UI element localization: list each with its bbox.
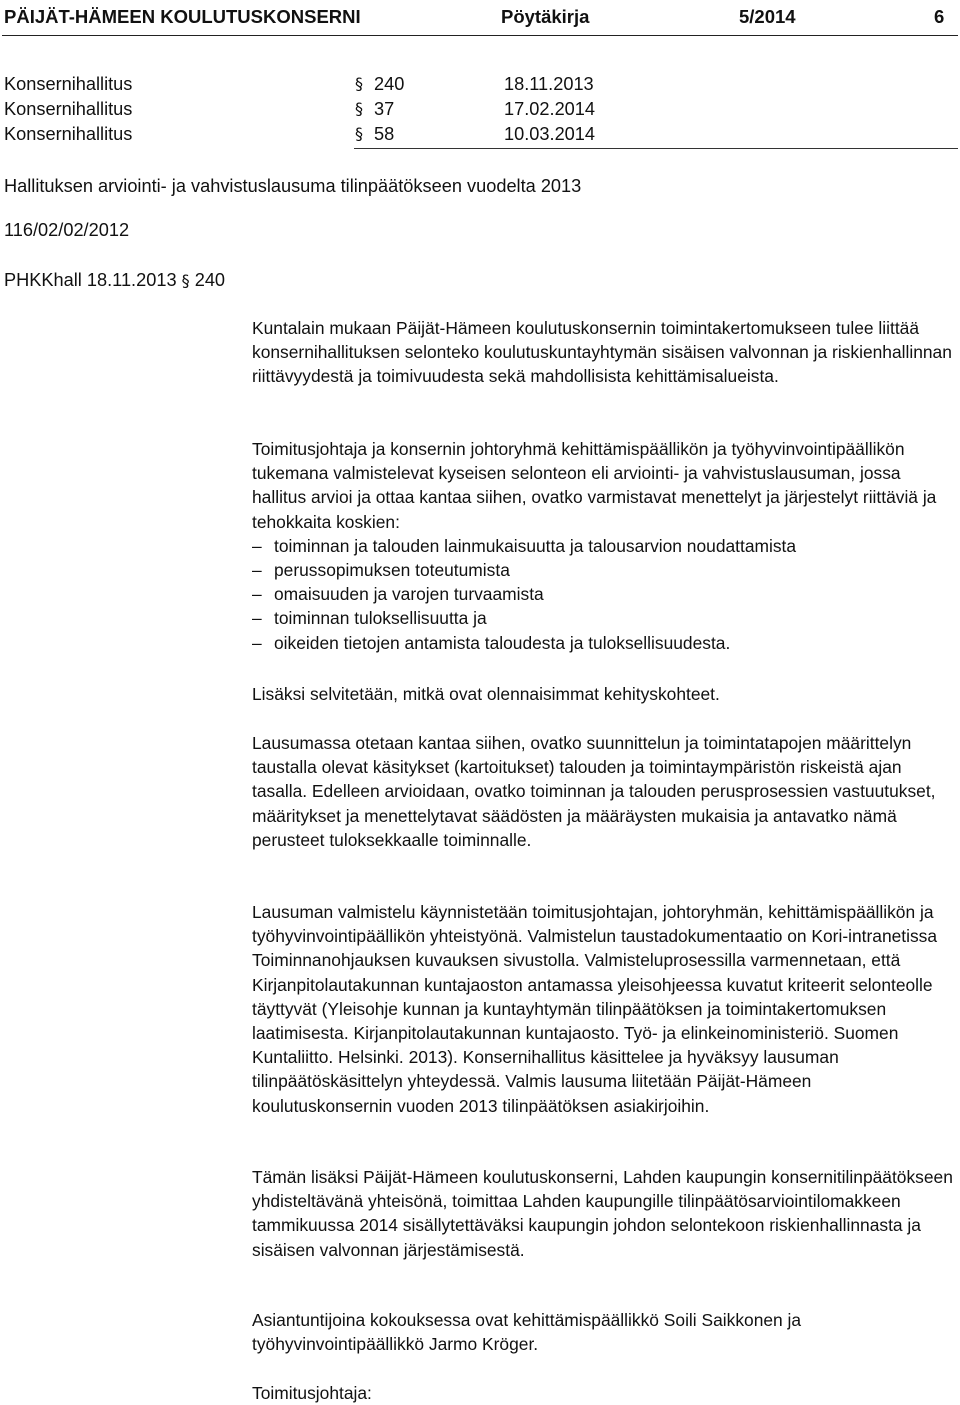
issue-number: 5/2014 [739,6,796,27]
section-symbol: § [355,124,363,143]
reference-prefix: PHKKhall 18.11.2013 [4,270,177,290]
list-item: – oikeiden tietojen antamista taloudesta ja tuloksellisuudesta. [252,631,956,655]
paragraph: Toimitusjohtaja ja konsernin johtoryhmä kehittämispäällikön ja työhyvinvointipäällikön tukemana valmistelevat kyseisen selonteon eli arviointi- ja vahvistuslausuman, jossa hallitus arvioi ja ottaa kantaa siihen, ovatko varmistavat menettelyt ja järjestelyt riittäviä ja tehokkaita koskien: [252,439,937,532]
meeting-number: 240 [374,74,405,94]
list-item: – omaisuuden ja varojen turvaamista [252,582,956,606]
section-symbol: § [181,271,190,290]
section-symbol: § [355,99,363,118]
meeting-date: 18.11.2013 [504,74,594,94]
header-divider [2,35,958,36]
list-item: – toiminnan tuloksellisuutta ja [252,606,956,630]
meeting-date: 10.03.2014 [504,124,596,144]
criteria-list [252,534,956,655]
section-symbol: § [355,74,363,93]
meeting-body: Konsernihallitus [4,74,133,94]
list-item: – perussopimuksen toteutumista [252,558,956,582]
paragraph: Lausuman valmistelu käynnistetään toimitusjohtajan, johtoryhmän, kehittämispäällikön ja työhyvinvointipäällikön yhteistyönä. Valmistelun taustadokumentaatio on Kori-intranetissa Toiminnanohjauksen kuvauksen sivustolla. Valmisteluprosessilla varmennetaan, että Kirjanpitolautakunnan kuntajaoston antamassa yleisohjeessa kuvatut kriteerit selonteolle täyttyvät (Yleisohje kunnan ja kuntayhtymän tilinpäätöksen ja toimintakertomuksen laatimisesta. Kirjanpitolautakunnan kuntajaosto. Työ- ja elinkeinoministeriö. Suomen Kuntaliitto. Helsinki. 2013). Konsernihallitus käsittelee ja hyväksyy lausuman tilinpäätöskäsittelyn yhteydessä. Valmis lausuma liitetään Päijät-Hämeen koulutuskonsernin vuoden 2013 tilinpäätöksen asiakirjoihin. [252,902,938,1116]
meeting-body: Konsernihallitus [4,99,133,119]
document-type: Pöytäkirja [501,6,590,27]
meeting-divider [354,148,958,149]
paragraph: Toimitusjohtaja: [252,1383,372,1403]
paragraph: Kuntalain mukaan Päijät-Hämeen koulutuskonsernin toimintakertomukseen tulee liittää konsernihallituksen selonteko koulutuskuntayhtymän sisäisen valvonnan ja riskienhallinnan riittävyydestä ja toimivuudesta sekä mahdollisista kehittämisalueista. [252,318,952,387]
organization-name: PÄIJÄT-HÄMEEN KOULUTUSKONSERNI [4,6,361,27]
meeting-body: Konsernihallitus [4,124,133,144]
meeting-number: 37 [374,99,395,119]
reference-line [4,268,225,293]
meeting-date: 17.02.2014 [504,99,596,119]
paragraph: Asiantuntijoina kokouksessa ovat kehittämispäällikkö Soili Saikkonen ja työhyvinvointipäällikkö Jarmo Kröger. [252,1310,802,1355]
page-number: 6 [934,6,945,27]
paragraph: Tämän lisäksi Päijät-Hämeen koulutuskonserni, Lahden kaupungin konsernitilinpäätökseen yhdisteltävänä yhteisönä, toimittaa Lahden kaupungille tilinpäätösarviointilomakkeen tammikuussa 2014 sisällytettäväksi kaupungin johdon selontekoon riskienhallinnasta ja sisäisen valvonnan järjestämisestä. [252,1167,953,1260]
record-id: 116/02/02/2012 [4,220,130,240]
list-item: – toiminnan ja talouden lainmukaisuutta ja talousarvion noudattamista [252,534,956,558]
reference-number: 240 [194,270,226,290]
paragraph: Lisäksi selvitetään, mitkä ovat olennaisimmat kehityskohteet. [252,684,720,704]
paragraph: Lausumassa otetaan kantaa siihen, ovatko suunnittelun ja toimintatapojen määrittelyn taustalla olevat käsitykset (kartoitukset) talouden ja toimintaympäristön riskeistä ajan tasalla. Edelleen arvioidaan, ovatko toiminnan ja talouden perusprosessien vastuutukset, määritykset ja menettelytavat säädösten ja määräysten mukaisia ja antavatko nämä perusteet tuloksekkaalle toiminnalle. [252,733,936,850]
document-title: Hallituksen arviointi- ja vahvistuslausuma tilinpäätökseen vuodelta 2013 [4,176,582,196]
meeting-number: 58 [374,124,395,144]
